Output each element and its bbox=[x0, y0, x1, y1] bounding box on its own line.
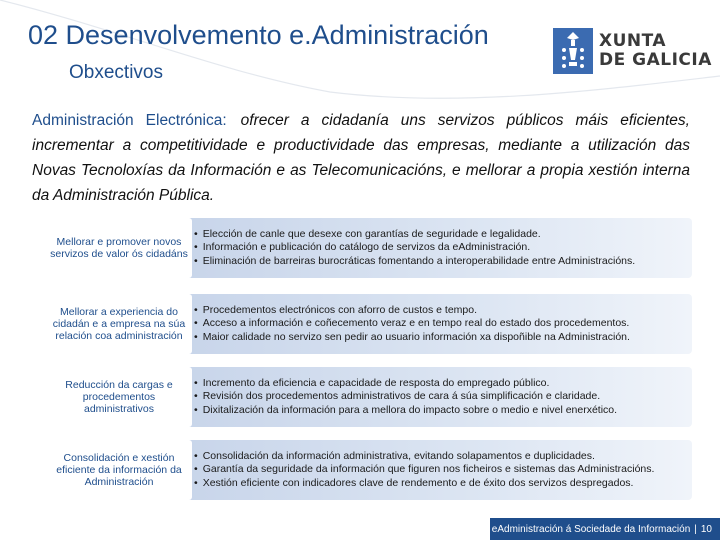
bullet-item: • Dixitalización da información para a mellora do impacto sobre o medio e nivel enerxético. bbox=[194, 404, 686, 418]
footer-bar bbox=[476, 518, 720, 540]
objective-row bbox=[46, 294, 692, 354]
bullet-item: • Consolidación da información administrativa, evitando solapamentos e duplicidades. bbox=[194, 450, 686, 464]
bullet-item: • Información e publicación do catálogo de servizos da eAdministración. bbox=[194, 241, 686, 255]
objective-label: Consolidación e xestión eficiente da información da Administración bbox=[46, 440, 192, 500]
footer-separator: | bbox=[694, 523, 697, 535]
objective-label: Mellorar a experiencia do cidadán e a empresa na súa relación coa administración bbox=[46, 294, 192, 354]
bullet-item: • Revisión dos procedementos administrativos de cara á súa simplificación e claridade. bbox=[194, 390, 686, 404]
objective-row bbox=[46, 440, 692, 500]
logo-line-1: XUNTA bbox=[599, 31, 667, 51]
bullet-item: • Eliminación de barreiras burocráticas fomentando a interoperabilidade entre Administracións. bbox=[194, 255, 686, 269]
objective-label: Mellorar e promover novos servizos de valor ós cidadáns bbox=[46, 218, 192, 278]
bullet-item: • Acceso a información e coñecemento veraz e en tempo real do estado dos procedementos. bbox=[194, 317, 686, 331]
bullet-item: • Maior calidade no servizo sen pedir ao usuario información xa dispoñible na Administración. bbox=[194, 331, 686, 345]
bullet-item: • Elección de canle que desexe con garantías de seguridade e legalidade. bbox=[194, 228, 686, 242]
bullet-item: • Garantía da seguridade da información que figuren nos ficheiros e sistemas das Administracións. bbox=[194, 463, 686, 477]
logo-line-2: DE GALICIA bbox=[599, 50, 712, 70]
objective-row bbox=[46, 218, 692, 278]
intro-paragraph bbox=[32, 108, 690, 208]
footer-text: Da eAdministración á Sociedade da Información bbox=[476, 523, 691, 535]
objective-bullets bbox=[194, 218, 686, 278]
galicia-emblem-icon bbox=[553, 28, 593, 74]
objective-label: Reducción da cargas e procedementos administrativos bbox=[46, 367, 192, 427]
bullet-item: • Incremento da eficiencia e capacidade de resposta do empregado público. bbox=[194, 377, 686, 391]
intro-lead: Administración Electrónica: bbox=[32, 112, 227, 129]
objective-row bbox=[46, 367, 692, 427]
objective-bullets bbox=[194, 367, 686, 427]
page-subtitle: Obxectivos bbox=[69, 62, 163, 83]
intro-text: ofrecer a cidadanía uns servizos públicos máis eficientes, incrementar a competitividade e productividade das empresas, mediante a utilización das Novas Tecnoloxías da Información e as Telecomunicacións, e mellorar a propia xestión interna da Administración Pública. bbox=[32, 112, 690, 204]
page-number: 10 bbox=[700, 523, 712, 535]
xunta-logo bbox=[553, 28, 712, 74]
objective-bullets bbox=[194, 440, 686, 500]
bullet-item: • Xestión eficiente con indicadores clave de rendemento e de éxito dos servizos despregados. bbox=[194, 477, 686, 491]
page-title: 02 Desenvolvemento e.Administración bbox=[28, 20, 489, 50]
bullet-item: • Procedementos electrónicos con aforro de custos e tempo. bbox=[194, 304, 686, 318]
objective-bullets bbox=[194, 294, 686, 354]
